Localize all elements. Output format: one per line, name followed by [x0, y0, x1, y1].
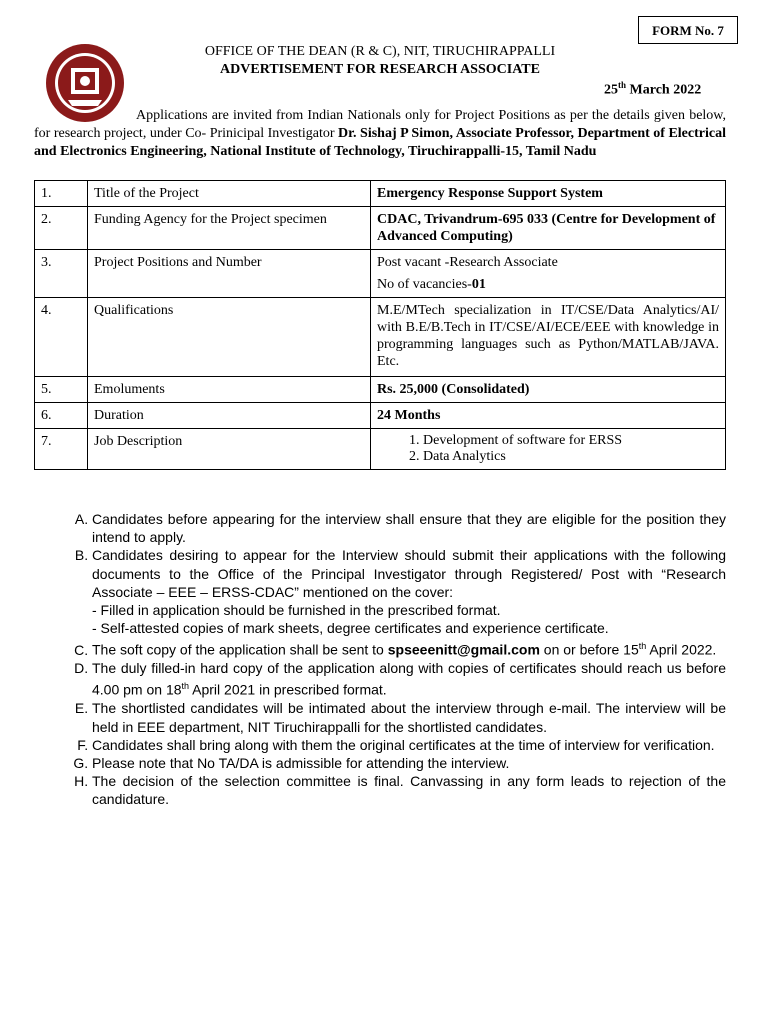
table-row: 6. Duration 24 Months [35, 403, 726, 429]
list-item: E. The shortlisted candidates will be intimated about the interview through e-mail. The interview will be held in EEE department, NIT Tiruchirappalli for the shortlisted candidates. [92, 699, 726, 735]
table-row: 4. Qualifications M.E/MTech specialization in IT/CSE/Data Analytics/AI/ with B.E/B.Tech in IT/CSE/AI/ECE/EEE with knowledge in programming languages such as Python/MATLAB/JAVA. Etc. [35, 298, 726, 377]
list-item: F. Candidates shall bring along with them the original certificates at the time of interview for verification. [92, 736, 726, 754]
advertisement-date: 25th March 2022 [604, 80, 702, 98]
office-heading: OFFICE OF THE DEAN (R & C), NIT, TIRUCHIRAPPALLI [204, 44, 556, 59]
instructions-list [34, 510, 726, 809]
contact-email: spseeenitt@gmail.com [387, 642, 540, 659]
advertisement-title: ADVERTISEMENT FOR RESEARCH ASSOCIATE [220, 62, 540, 77]
table-row: 5. Emoluments Rs. 25,000 (Consolidated) [35, 377, 726, 403]
list-item: C. The soft copy of the application shall be sent to spseeenitt@gmail.com on or before 15th April 2022. [92, 637, 726, 659]
project-details-table [34, 180, 726, 470]
list-item: A. Candidates before appearing for the interview shall ensure that they are eligible for the position they intend to apply. [92, 510, 726, 546]
list-item: B. Candidates desiring to appear for the Interview should submit their applications with the following documents to the Office of the Principal Investigator through Registered/ Post with “Research Associate – EEE – ERSS-CDAC” mentioned on the cover: - Filled in application should be furnished in the prescribed format. - Self-attested copies of mark sheets, degree certificates and experience certificate. [92, 546, 726, 637]
table-row: 1. Title of the Project Emergency Response Support System [35, 181, 726, 207]
list-item: H. The decision of the selection committee is final. Canvassing in any form leads to rejection of the candidature. [92, 772, 726, 808]
table-row: 3. Project Positions and Number Post vacant -Research Associate No of vacancies-01 [35, 250, 726, 298]
table-row: 7. Job Description 1. Development of software for ERSS 2. Data Analytics [35, 429, 726, 470]
list-item: 1. Development of software for ERSS [423, 433, 719, 449]
table-row: 2. Funding Agency for the Project specimen CDAC, Trivandrum-695 033 (Centre for Development of Advanced Computing) [35, 207, 726, 250]
list-item: D. The duly filled-in hard copy of the application along with copies of certificates should reach us before 4.00 pm on 18th April 2021 in prescribed format. [92, 659, 726, 699]
list-item: G. Please note that No TA/DA is admissible for attending the interview. [92, 754, 726, 772]
form-number-box: FORM No. 7 [638, 16, 738, 44]
intro-paragraph: Applications are invited from Indian Nationals only for Project Positions as per the details given below, for research project, under Co- Prinicipal Investigator Dr. Sishaj P Simon, Associate Professor, Department of Electrical and Electronics Engineering, National Institute of Technology, Tiruchirappalli-15, Tamil Nadu [34, 108, 726, 159]
pi-name: Dr. Sishaj P Simon [338, 126, 450, 141]
list-item: 2. Data Analytics [423, 449, 719, 465]
